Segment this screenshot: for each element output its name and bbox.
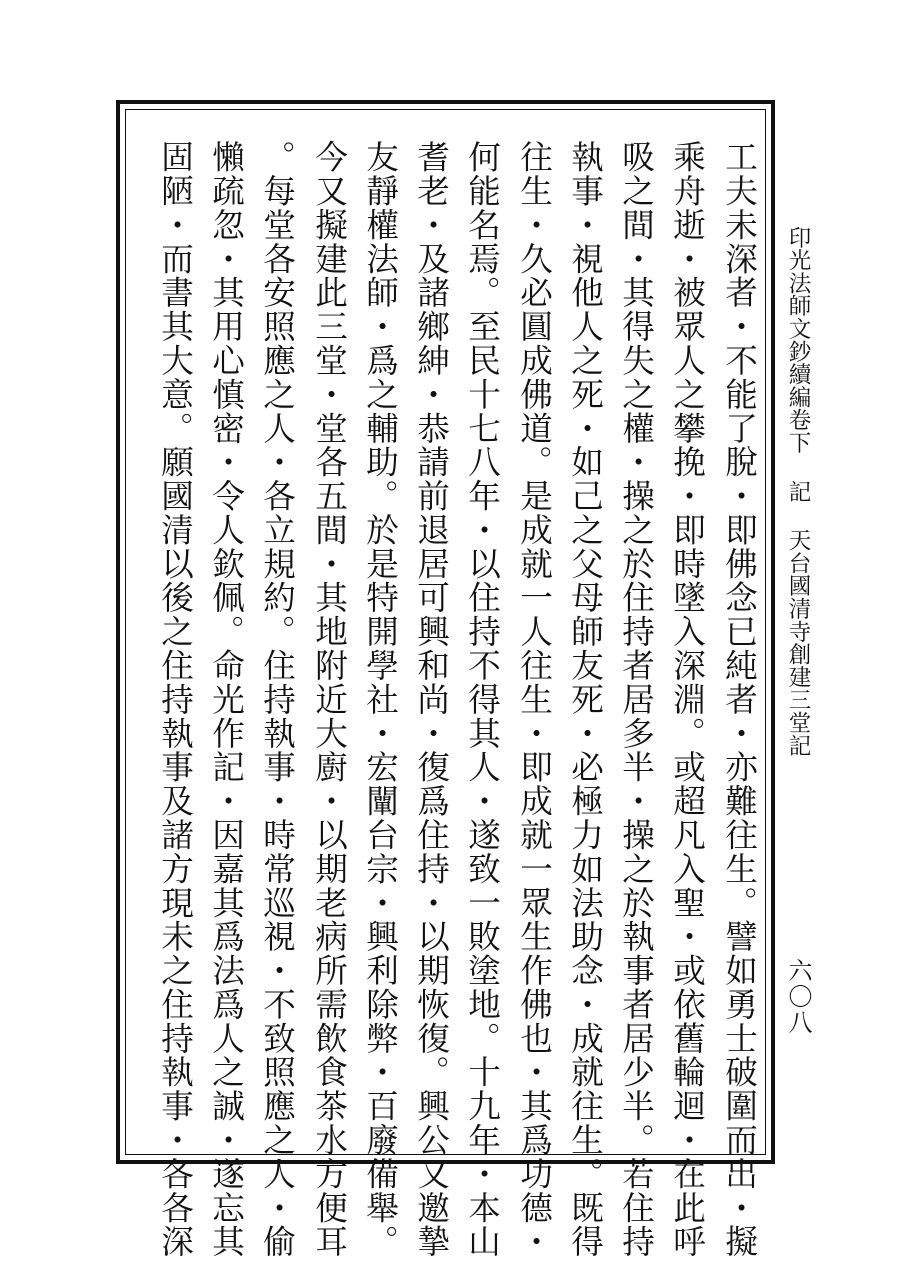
text-column-2: 乘舟逝・被眾人之攀挽・即時墜入深淵。或超凡入聖・或依舊輪迴・在此呼	[668, 140, 706, 1259]
text-column-1: 工夫未深者・不能了脫・即佛念已純者・亦難往生。譬如勇士破圍而出・擬	[720, 140, 758, 1259]
text-column-9: 今又擬建此三堂・堂各五間・其地附近大廚・以期老病所需飲食茶水方便耳	[310, 140, 348, 1259]
section-label: 記	[785, 480, 811, 503]
chapter-title: 天台國清寺創建三堂記	[785, 528, 811, 757]
text-column-4: 執事・視他人之死・如己之父母師友死・必極力如法助念・成就往生。既得	[566, 140, 604, 1259]
running-header	[783, 226, 813, 757]
page-number: 六〇八	[784, 958, 812, 1036]
text-column-8: 友靜權法師・爲之輔助。於是特開學社・宏闡台宗・興利除弊・百廢備舉。	[361, 140, 399, 1259]
text-column-10: 。每堂各安照應之人・各立規約。住持執事・時常巡視・不致照應之人・偷	[258, 140, 296, 1259]
text-column-3: 吸之間・其得失之權・操之於住持者居多半・操之於執事者居少半。若住持	[617, 140, 655, 1259]
text-column-7: 耆老・及諸鄉紳・恭請前退居可興和尚・復爲住持・以期恢復。興公又邀摯	[412, 140, 450, 1259]
text-column-12: 固陋・而書其大意。願國清以後之住持執事及諸方現未之住持執事・各各深	[156, 140, 194, 1259]
text-column-5: 往生・久必圓成佛道。是成就一人往生・即成就一眾生作佛也・其爲功德・	[515, 140, 553, 1259]
text-column-6: 何能名焉。至民十七八年・以住持不得其人・遂致一敗塗地。十九年・本山	[463, 140, 501, 1259]
text-column-11: 懶疏忽・其用心慎密・令人欽佩。命光作記・因嘉其爲法爲人之誠・遂忘其	[207, 140, 245, 1259]
book-title: 印光法師文鈔續編卷下	[785, 226, 811, 454]
